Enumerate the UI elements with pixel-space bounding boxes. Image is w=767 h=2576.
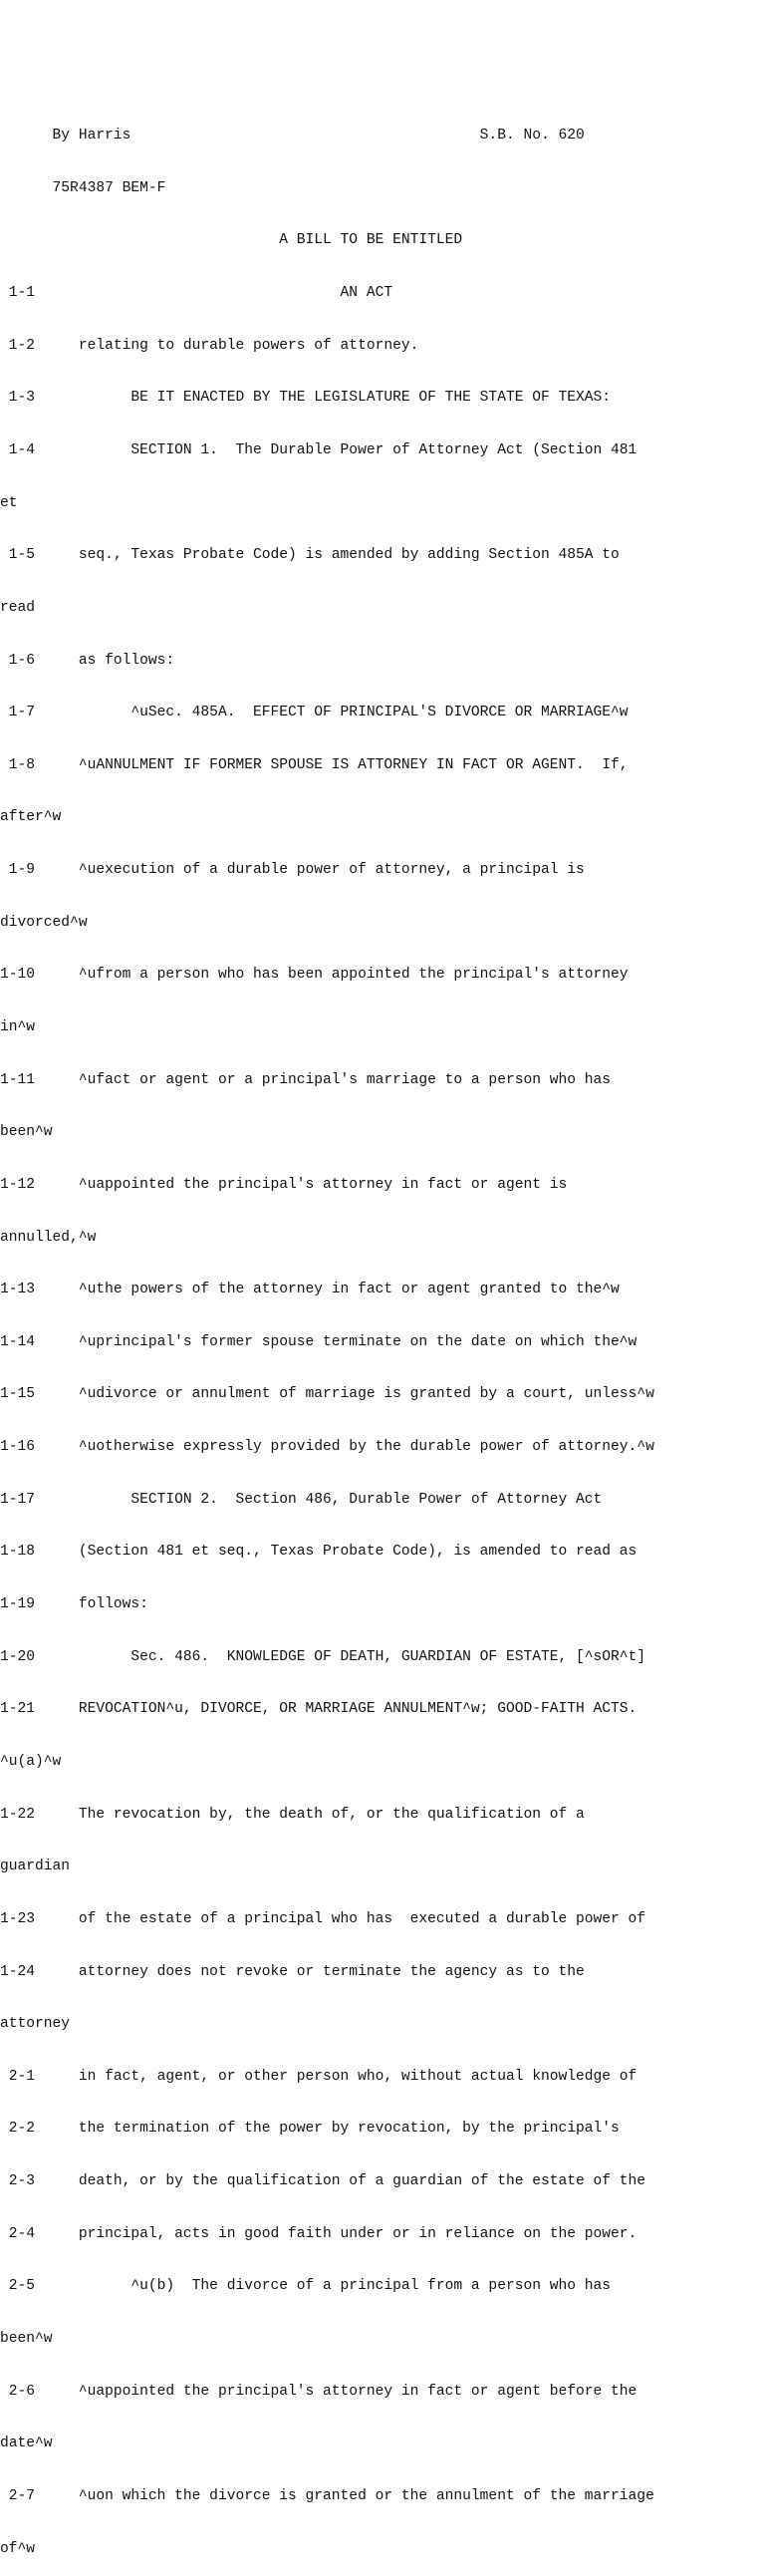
document-line: 1-8 ^uANNULMENT IF FORMER SPOUSE IS ATTORNEY IN FACT OR AGENT. If, [0,756,629,773]
document-line: 75R4387 BEM-F [0,179,166,196]
document-line: guardian [0,1859,71,1875]
document-line: 1-9 ^uexecution of a durable power of attorney, a principal is [0,862,585,879]
document-line: A BILL TO BE ENTITLED [0,232,463,249]
document-line: 1-15 ^udivorce or annulment of marriage is granted by a court, unless^w [0,1386,654,1403]
document-line: 1-12 ^uappointed the principal's attorney in fact or agent is [0,1176,568,1193]
document-line: et [0,494,18,511]
document-line: 1-20 Sec. 486. KNOWLEDGE OF DEATH, GUARDIAN OF ESTATE, [^sOR^t] [0,1648,646,1665]
document-line: 2-5 ^u(b) The divorce of a principal from a person who has [0,2278,612,2295]
document-line: 1-21 REVOCATION^u, DIVORCE, OR MARRIAGE ANNULMENT^w; GOOD-FAITH ACTS. [0,1701,638,1718]
document-line: 1-17 SECTION 2. Section 486, Durable Power of Attorney Act [0,1491,603,1508]
document-line: read [0,599,36,616]
document-line: 2-4 principal, acts in good faith under or in reliance on the power. [0,2225,638,2242]
document-line: 1-7 ^uSec. 485A. EFFECT OF PRINCIPAL'S DIVORCE OR MARRIAGE^w [0,705,629,721]
document-line: attorney [0,2016,71,2033]
document-line: 2-2 the termination of the power by revocation, by the principal's [0,2121,620,2138]
document-line: annulled,^w [0,1229,97,1246]
document-line: 1-5 seq., Texas Probate Code) is amended by adding Section 485A to [0,547,620,564]
document-line: 1-2 relating to durable powers of attorney. [0,337,419,354]
document-line: after^w [0,809,62,826]
document-line: 1-3 BE IT ENACTED BY THE LEGISLATURE OF THE STATE OF TEXAS: [0,390,612,407]
document-line: 1-14 ^uprincipal's former spouse terminate on the date on which the^w [0,1333,638,1350]
document-line: 1-1 AN ACT [0,285,393,302]
document-line: 1-16 ^uotherwise expressly provided by the durable power of attorney.^w [0,1439,654,1456]
document-line: been^w [0,1124,53,1141]
bill-document-text [0,93,767,2576]
document-line: been^w [0,2331,53,2347]
document-line: 1-22 The revocation by, the death of, or the qualification of a [0,1806,585,1823]
document-line: 1-4 SECTION 1. The Durable Power of Attorney Act (Section 481 [0,441,638,458]
document-line: divorced^w [0,914,88,931]
document-line: 2-7 ^uon which the divorce is granted or the annulment of the marriage [0,2487,654,2504]
document-line: 1-10 ^ufrom a person who has been appointed the principal's attorney [0,967,629,984]
document-line: 2-3 death, or by the qualification of a guardian of the estate of the [0,2173,646,2190]
document-line: date^w [0,2435,53,2452]
document-line: 1-11 ^ufact or agent or a principal's marriage to a person who has [0,1071,612,1088]
document-line: By Harris S.B. No. 620 [0,128,585,144]
document-line: 1-13 ^uthe powers of the attorney in fact or agent granted to the^w [0,1282,620,1298]
document-line: 1-24 attorney does not revoke or terminate the agency as to the [0,1963,585,1980]
document-line: 1-19 follows: [0,1596,148,1613]
document-line: ^u(a)^w [0,1753,62,1770]
document-line: in^w [0,1018,36,1035]
document-line: 2-6 ^uappointed the principal's attorney in fact or agent before the [0,2383,638,2400]
document-line: 1-6 as follows: [0,652,175,669]
document-line: 1-18 (Section 481 et seq., Texas Probate Code), is amended to read as [0,1544,638,1561]
document-line: of^w [0,2540,36,2557]
document-line: 1-23 of the estate of a principal who has executed a durable power of [0,1910,646,1927]
document-line: 2-1 in fact, agent, or other person who, without actual knowledge of [0,2068,638,2085]
